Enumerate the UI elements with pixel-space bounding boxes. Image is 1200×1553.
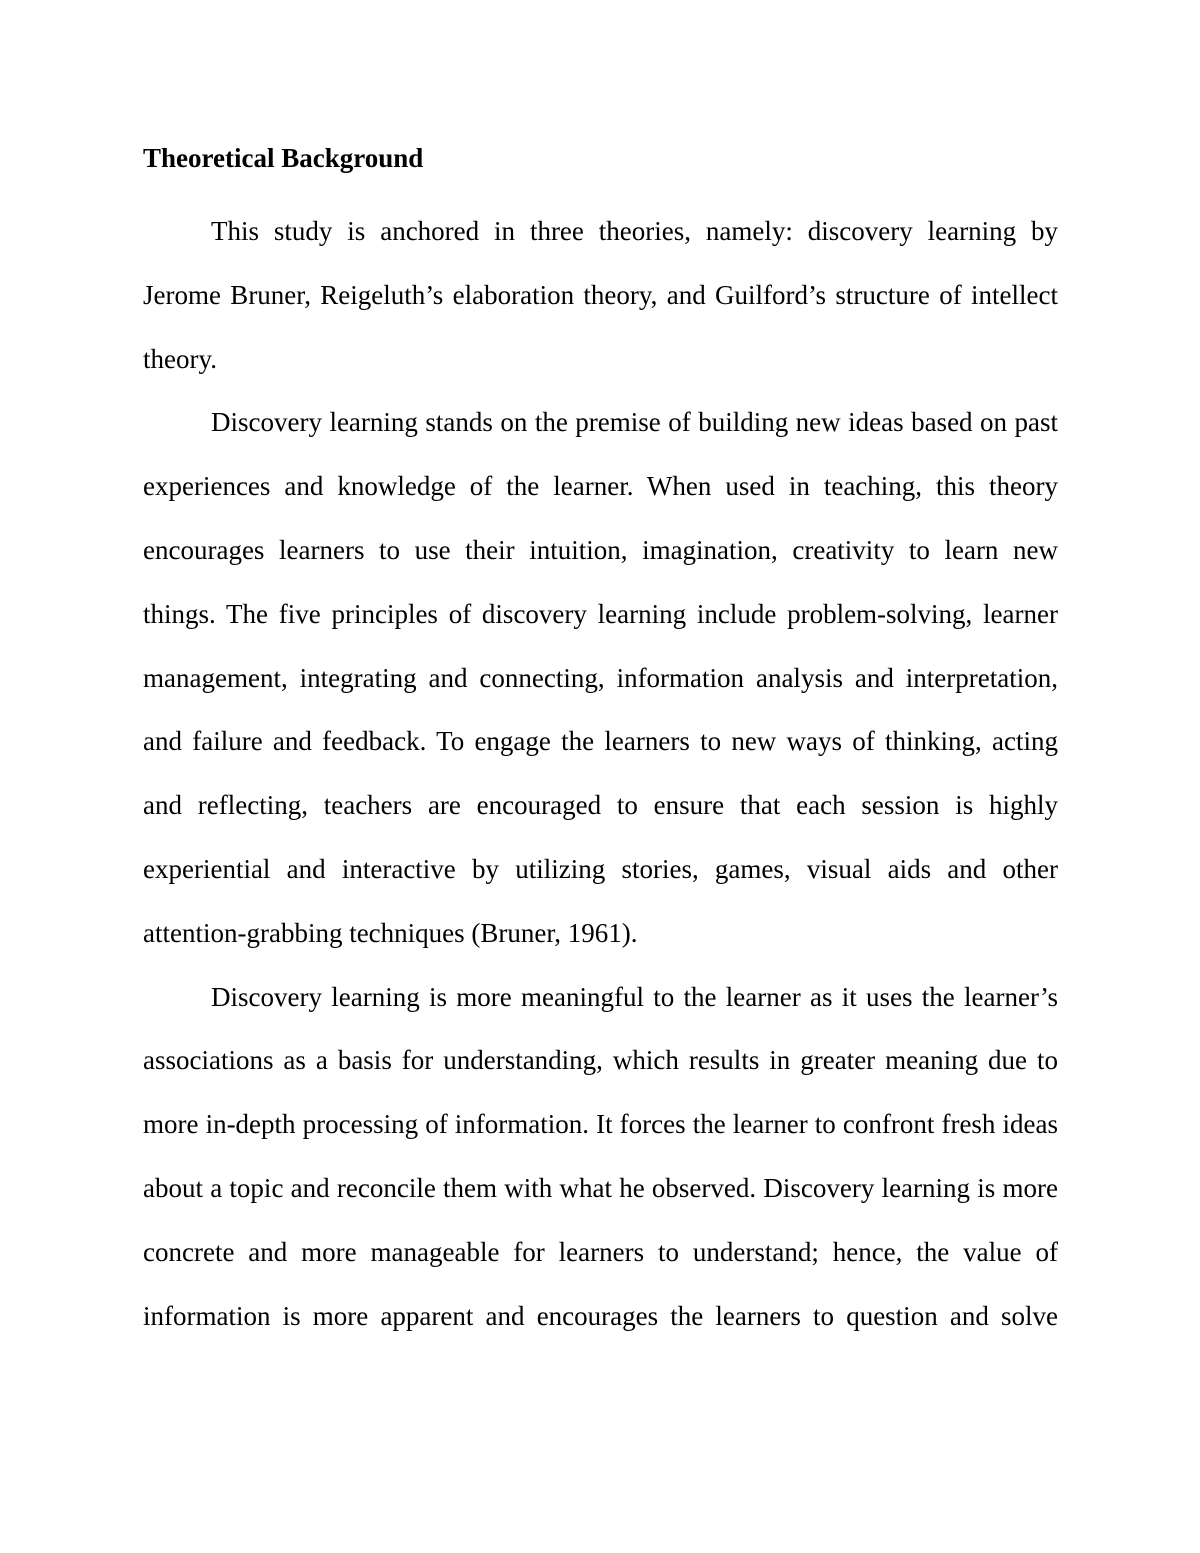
paragraph-discovery-learning: Discovery learning stands on the premise of building new ideas based on past experiences and knowledge of the learner. When used in teaching, this theory encourages learners to use their intuition, imagination, creativity to learn new things. The five principles of discovery learning include problem-solving, learner management, integrating and connecting, information analysis and interpretation, and failure and feedback. To engage the learners to new ways of thinking, acting and reflecting, teachers are encouraged to ensure that each session is highly experiential and interactive by utilizing stories, games, visual aids and other attention-grabbing techniques (Bruner, 1961). (143, 407, 1058, 948)
section-heading: Theoretical Background (143, 143, 424, 173)
paragraph-intro: This study is anchored in three theories, namely: discovery learning by Jerome Bruner, Reigeluth’s elaboration theory, and Guilford’s structure of intellect theory. (143, 216, 1058, 374)
paragraph-discovery-meaning: Discovery learning is more meaningful to the learner as it uses the learner’s associations as a basis for understanding, which results in greater meaning due to more in-depth processing of information. It forces the learner to confront fresh ideas about a topic and reconcile them with what he observed. Discovery learning is more concrete and more manageable for learners to understand; hence, the value of information is more apparent and encourages the learners to question and solve (143, 981, 1058, 1331)
document-body (143, 136, 1058, 1348)
